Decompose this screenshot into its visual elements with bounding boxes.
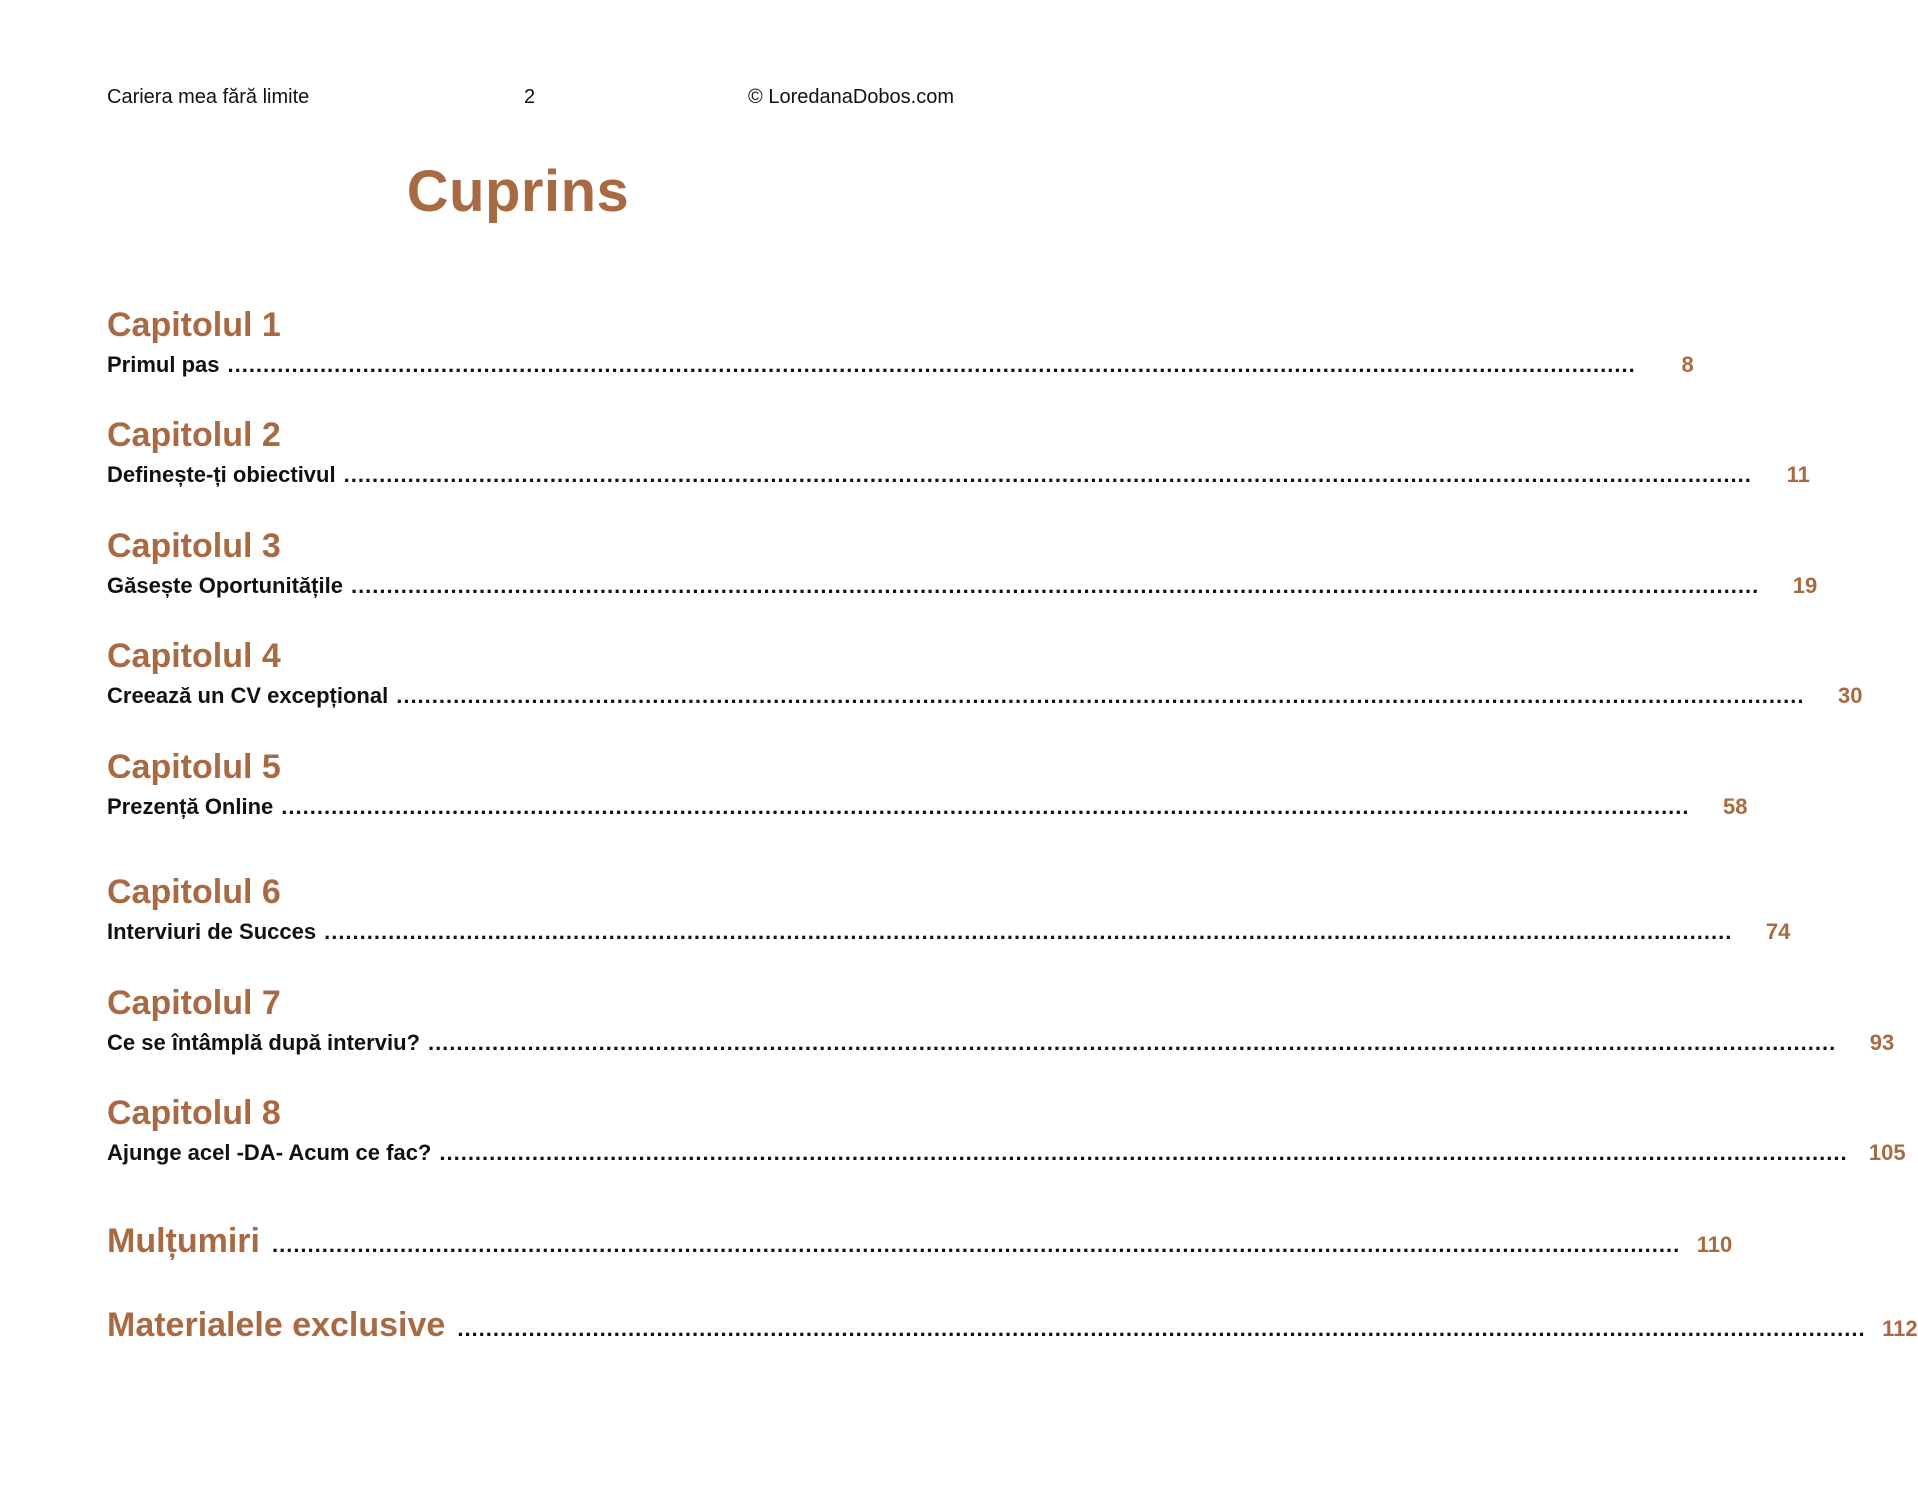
dot-leader: ...................................................................................................................................................................................................... — [343, 462, 1752, 487]
toc-title: Cuprins — [406, 159, 630, 224]
entry-title: Materialele exclusive — [107, 1306, 446, 1344]
chapter-heading: Capitolul 1 — [107, 306, 281, 344]
dot-leader: ...................................................................................................................................................................................................... — [396, 683, 1805, 708]
entry-page-number: 8 — [1681, 352, 1694, 377]
entry-page-number: 58 — [1723, 794, 1748, 819]
chapter-heading: Capitolul 6 — [107, 873, 281, 911]
entry-page-number: 112 — [1882, 1316, 1918, 1341]
entry-title: Primul pas — [107, 352, 220, 377]
entry-title: Prezență Online — [107, 794, 274, 819]
toc-entry[interactable] — [107, 683, 1863, 713]
page-header — [107, 86, 954, 112]
chapter-heading: Capitolul 4 — [107, 637, 281, 675]
entry-page-number: 105 — [1868, 1140, 1906, 1165]
dot-leader: ...................................................................................................................................................................................................... — [281, 794, 1690, 819]
entry-title: Definește-ți obiectivul — [107, 462, 336, 487]
chapter-heading: Capitolul 2 — [107, 416, 281, 454]
entry-page-number: 74 — [1765, 919, 1791, 944]
entry-title: Interviuri de Succes — [107, 919, 317, 944]
entry-title: Găsește Oportunitățile — [107, 573, 343, 598]
book-title: Cariera mea fără limite — [107, 86, 310, 108]
chapter-heading: Capitolul 8 — [107, 1094, 281, 1132]
entry-title: Mulțumiri — [107, 1222, 260, 1260]
entry-page-number: 93 — [1869, 1030, 1895, 1055]
toc-entry[interactable] — [107, 462, 1810, 492]
dot-leader: ...................................................................................................................................................................................................... — [350, 573, 1760, 598]
entry-title: Ajunge acel -DA- Acum ce fac? — [107, 1140, 432, 1165]
dot-leader: ...................................................................................................................................................................................................... — [227, 352, 1636, 377]
page-number: 2 — [524, 86, 536, 108]
dot-leader: ...................................................................................................................................................................................................... — [271, 1232, 1681, 1257]
entry-page-number: 11 — [1786, 462, 1810, 487]
chapter-heading: Capitolul 5 — [107, 748, 281, 786]
entry-title: Ce se întâmplă după interviu? — [107, 1030, 420, 1055]
dot-leader: ...................................................................................................................................................................................................... — [427, 1030, 1837, 1055]
toc-entry[interactable] — [107, 1030, 1895, 1060]
chapter-heading: Capitolul 3 — [107, 527, 281, 565]
dot-leader: ...................................................................................................................................................................................................... — [324, 919, 1733, 944]
dot-leader: ...................................................................................................................................................................................................... — [439, 1140, 1848, 1165]
toc-entry[interactable] — [107, 352, 1694, 382]
toc-entry[interactable] — [107, 919, 1791, 949]
copyright-notice: © LoredanaDobos.com — [748, 86, 954, 108]
entry-title: Creează un CV excepțional — [107, 683, 389, 708]
toc-entry[interactable] — [107, 573, 1818, 603]
toc-entry[interactable] — [107, 794, 1748, 824]
toc-entry-acknowledgements[interactable] — [107, 1222, 1733, 1266]
toc-entry-exclusive-materials[interactable] — [107, 1306, 1918, 1350]
dot-leader: ...................................................................................................................................................................................................... — [457, 1316, 1866, 1341]
entry-page-number: 19 — [1792, 573, 1818, 598]
chapter-heading: Capitolul 7 — [107, 984, 281, 1022]
toc-entry[interactable] — [107, 1140, 1906, 1170]
entry-page-number: 110 — [1696, 1232, 1733, 1257]
entry-page-number: 30 — [1837, 683, 1863, 708]
